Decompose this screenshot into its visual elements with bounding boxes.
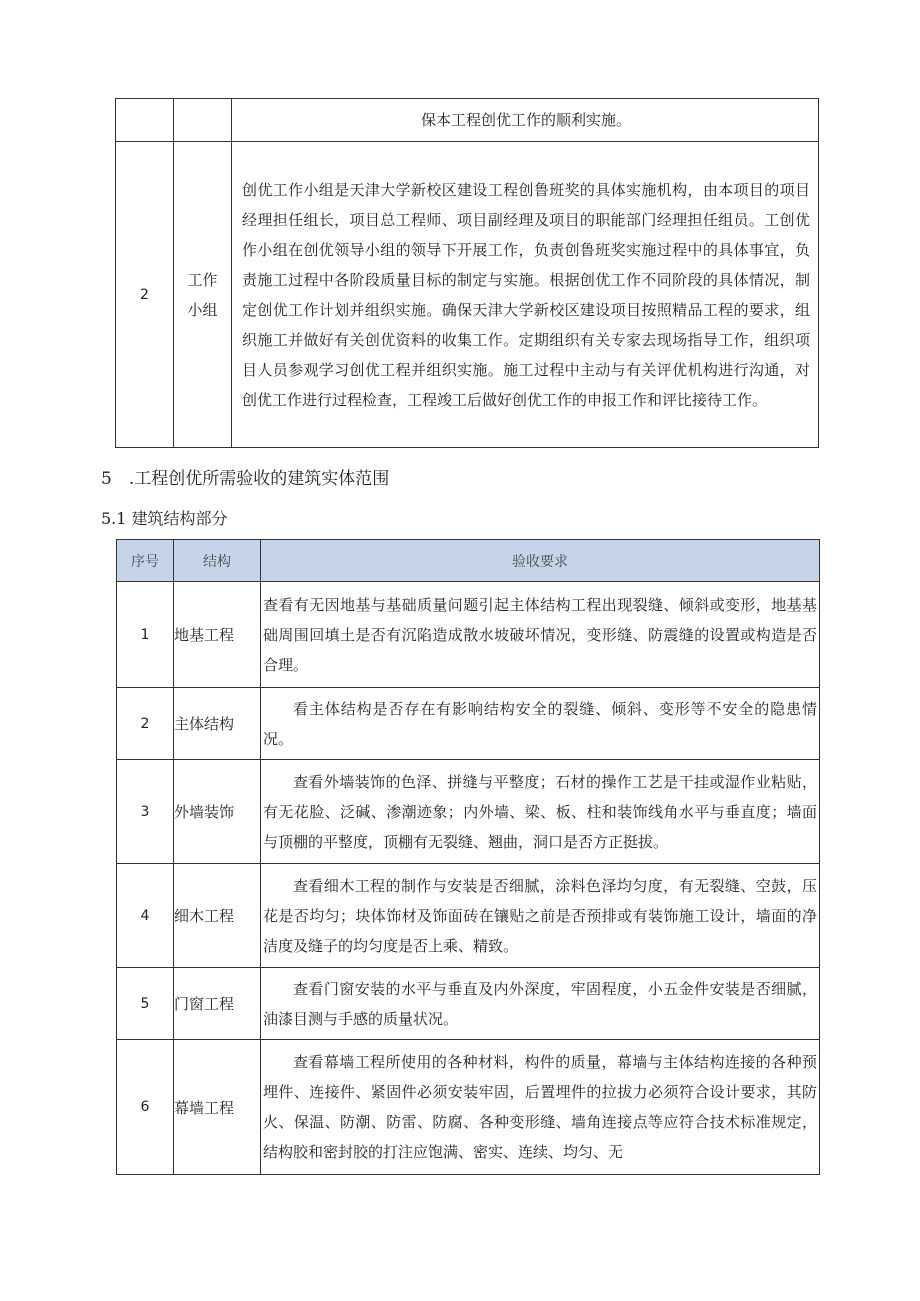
structure-cell: 幕墙工程 bbox=[174, 1040, 261, 1175]
table-row bbox=[116, 99, 819, 142]
row-number: 2 bbox=[117, 688, 174, 760]
role-cell bbox=[174, 99, 232, 142]
table-row bbox=[117, 688, 820, 760]
structure-cell: 门窗工程 bbox=[174, 968, 261, 1040]
role-line: 小组 bbox=[187, 300, 218, 319]
row-number: 3 bbox=[117, 760, 174, 864]
row-number: 4 bbox=[117, 864, 174, 968]
row-number: 6 bbox=[117, 1040, 174, 1175]
table-row bbox=[117, 1040, 820, 1175]
table-row bbox=[117, 864, 820, 968]
header-requirement: 验收要求 bbox=[261, 540, 820, 582]
description-cell: 创优工作小组是天津大学新校区建设工程创鲁班奖的具体实施机构，由本项目的项目经理担任组长，项目总工程师、项目副经理及项目的职能部门经理担任组员。工创优作小组在创优领导小组的领导下开展工作，负责创鲁班奖实施过程中的具体事宜，负责施工过程中各阶段质量目标的制定与实施。根据创优工作不同阶段的具体情况，制定创优工作计划并组织实施。确保天津大学新校区建设项目按照精品工程的要求，组织施工并做好有关创优资料的收集工作。定期组织有关专家去现场指导工作，组织项目人员参观学习创优工程并组织实施。施工过程中主动与有关评优机构进行沟通，对创优工作进行过程检查，工程竣工后做好创优工作的申报工作和评比接待工作。 bbox=[232, 142, 819, 448]
row-number: 1 bbox=[117, 582, 174, 688]
row-number: 2 bbox=[116, 142, 174, 448]
description-cell: 保本工程创优工作的顺利实施。 bbox=[232, 99, 819, 142]
table-row bbox=[117, 582, 820, 688]
section-heading: 5 .工程创优所需验收的建筑实体范围 bbox=[101, 469, 390, 489]
structure-acceptance-table bbox=[116, 539, 820, 1175]
work-group-table bbox=[115, 98, 819, 448]
requirement-cell: 查看有无因地基与基础质量问题引起主体结构工程出现裂缝、倾斜或变形，地基基础周围回填土是否有沉陷造成散水坡破坏情况，变形缝、防震缝的设置或构造是否合理。 bbox=[261, 582, 820, 688]
structure-cell: 外墙装饰 bbox=[174, 760, 261, 864]
requirement-cell: 查看外墙装饰的色泽、拼缝与平整度；石材的操作工艺是干挂或湿作业粘贴，有无花脸、泛碱、渗潮迹象；内外墙、梁、板、柱和装饰线角水平与垂直度；墙面与顶棚的平整度，顶棚有无裂缝、翘曲，洞口是否方正挺拔。 bbox=[261, 760, 820, 864]
requirement-cell: 查看细木工程的制作与安装是否细腻，涂料色泽均匀度，有无裂缝、空鼓，压花是否均匀；块体饰材及饰面砖在镶贴之前是否预排或有装饰施工设计，墙面的净洁度及缝子的均匀度是否上乘、精致。 bbox=[261, 864, 820, 968]
table-row bbox=[116, 142, 819, 448]
requirement-cell: 看主体结构是否存在有影响结构安全的裂缝、倾斜、变形等不安全的隐患情况。 bbox=[261, 688, 820, 760]
header-number: 序号 bbox=[117, 540, 174, 582]
table-row bbox=[117, 968, 820, 1040]
role-cell bbox=[174, 142, 232, 448]
role-line: 工作 bbox=[187, 270, 218, 289]
header-structure: 结构 bbox=[174, 540, 261, 582]
row-number: 5 bbox=[117, 968, 174, 1040]
row-number bbox=[116, 99, 174, 142]
subsection-heading: 5.1 建筑结构部分 bbox=[101, 509, 228, 528]
structure-cell: 地基工程 bbox=[174, 582, 261, 688]
requirement-cell: 查看门窗安装的水平与垂直及内外深度，牢固程度，小五金件安装是否细腻，油漆目测与手感的质量状况。 bbox=[261, 968, 820, 1040]
structure-cell: 主体结构 bbox=[174, 688, 261, 760]
table-row bbox=[117, 760, 820, 864]
requirement-cell: 查看幕墙工程所使用的各种材料，构件的质量，幕墙与主体结构连接的各种预埋件、连接件、紧固件必须安装牢固，后置埋件的拉拔力必须符合设计要求，其防火、保温、防潮、防雷、防腐、各种变形缝、墙角连接点等应符合技术标准规定，结构胶和密封胶的打注应饱满、密实、连续、均匀、无 bbox=[261, 1040, 820, 1175]
structure-cell: 细木工程 bbox=[174, 864, 261, 968]
table-header-row bbox=[117, 540, 820, 582]
